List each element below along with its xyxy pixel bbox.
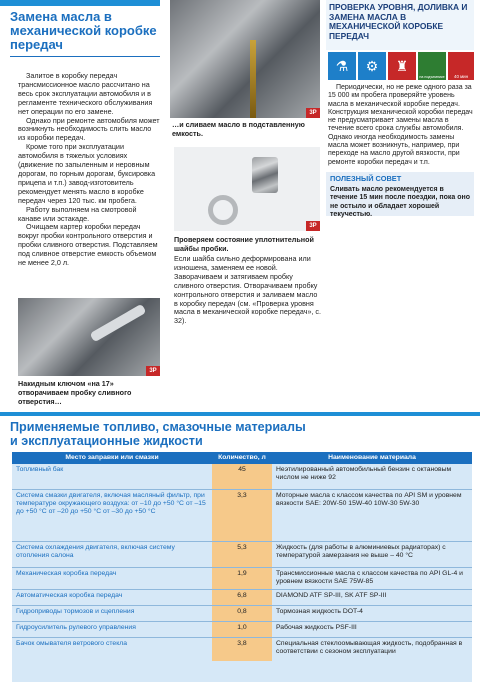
plug-bolt <box>252 157 278 193</box>
clock-icon <box>448 52 474 80</box>
header-place: Место заправки или смазки <box>65 454 159 461</box>
left-body <box>18 72 160 268</box>
cell-place: Гидроприводы тормозов и сцепления <box>12 605 212 621</box>
table-row <box>12 464 472 489</box>
lift-icon-label: на подъемнике <box>419 75 445 79</box>
table-row <box>12 605 472 621</box>
advice-title: ПОЛЕЗНЫЙ СОВЕТ <box>330 174 402 183</box>
wrench-shape <box>90 304 147 343</box>
table-row <box>12 621 472 637</box>
cell-material: Неэтилированный автомобильный бензин с октановым числом не ниже 92 <box>272 464 472 489</box>
table-row <box>12 489 472 541</box>
mid-top-caption: …и сливаем масло в подставленную емкость. <box>172 120 305 138</box>
cell-place: Автоматическая коробка передач <box>12 589 212 605</box>
drain-plug-photo <box>18 298 160 376</box>
left-paragraph: Кроме того при эксплуатации автомобиля в тяжелых условиях (движение по запыленным и неровным дорогам, по горным дорогам, буксировка прицепа и т.п.) завод-изготовитель рекомендует менять масло в коробке передач через 120 тыс. км пробега. <box>18 142 156 205</box>
car-lift-icon: ⚙ <box>358 52 386 80</box>
cell-qty: 0,8 <box>212 605 272 621</box>
lift-icon <box>418 52 446 80</box>
photo-badge: 3P <box>306 221 320 231</box>
cell-material: Жидкость (для работы в алюминиевых радиаторах) с температурой замерзания не выше – 40 °C <box>272 541 472 567</box>
cell-qty: 5,3 <box>212 541 272 567</box>
cell-qty: 1,0 <box>212 621 272 637</box>
photo-badge: 3P <box>306 108 320 118</box>
cell-place: Гидроусилитель рулевого управления <box>12 621 212 637</box>
table-row <box>12 589 472 605</box>
cell-qty: 6,8 <box>212 589 272 605</box>
top-left-bar <box>0 0 160 6</box>
left-paragraph: Однако при ремонте автомобиля может возникнуть необходимость слить масло из коробки передач. <box>18 115 160 143</box>
mid-text: Если шайба сильно деформирована или изношена, заменяем ее новой. Заворачиваем и затягиваем пробку сливного отверстия. Отворачиваем пробку контрольного отверстия и заливаем масло в коробку передач (см. «Проверка уровня масла в механической коробке передач», с. 32). <box>174 254 322 326</box>
header-qty: Количество, л <box>218 454 266 461</box>
cell-qty: 3,8 <box>212 637 272 661</box>
cell-material: Тормозная жидкость DOT-4 <box>272 605 472 621</box>
cell-material: Моторные масла с классом качества по API SM и уровнем вязкости SAE: 20W-50 15W-40 10W-30 5W-30 <box>272 489 472 541</box>
left-title-underline <box>10 56 160 57</box>
oil-stream <box>250 40 256 118</box>
cell-qty: 1,9 <box>212 567 272 589</box>
left-photo-caption: Накидным ключом «на 17» отворачиваем пробку сливного отверстия… <box>18 379 132 406</box>
left-paragraph: Работу выполняем на смотровой канаве или эстакаде. <box>18 204 137 223</box>
advice-text: Сливать масло рекомендуется в течение 15 мин после поездки, пока оно не остыло и обладает хорошей текучестью. <box>330 186 470 218</box>
advice-box <box>326 172 474 216</box>
table-top-bar <box>0 412 480 416</box>
cell-material: Специальная стеклоомывающая жидкость, подобранная в соответствии с сезоном эксплуатации <box>276 639 463 655</box>
cell-qty: 45 <box>212 464 272 489</box>
table-row <box>12 567 472 589</box>
cell-place: Механическая коробка передач <box>12 567 212 589</box>
clock-icon-label: 40 мин <box>454 74 468 79</box>
cell-qty: 3,3 <box>212 489 272 541</box>
right-icons-row <box>328 52 474 80</box>
left-section-title: Замена масла в механической коробке передач <box>10 9 157 52</box>
left-paragraph: Очищаем картер коробки передач вокруг пробки контрольного отверстия и пробки сливного отверстия. Подставляем под сливное отверстие емкость объемом не менее 2,0 л. <box>18 222 158 268</box>
header-material: Наименование материала <box>328 454 416 461</box>
left-paragraph: Залитое в коробку передач трансмиссионное масло рассчитано на весь срок эксплуатации автомобиля и в регламенте технического обслуживания нет операции по его замене. <box>18 71 153 116</box>
table-row <box>12 541 472 567</box>
cell-place: Система смазки двигателя, включая масляный фильтр, при температуре окружающего воздуха: от –10 до +50 °C от –15 до +50 °C от –20 до +50 °C от –30 до +50 °C <box>12 489 212 541</box>
level-icon: ⚗ <box>328 52 356 80</box>
table-title-2: и эксплуатационные жидкости <box>10 434 203 448</box>
cell-material: Рабочая жидкость PSF-III <box>272 621 472 637</box>
oil-drain-photo <box>170 0 320 118</box>
cell-place: Бачок омывателя ветрового стекла <box>16 639 127 647</box>
washer <box>208 195 238 225</box>
mid-caption-bold: Проверяем состояние уплотнительной шайбы пробки. <box>174 235 314 253</box>
fluids-table-wrap <box>12 452 472 682</box>
right-title-box <box>326 0 474 50</box>
cell-material: Трансмиссионные масла с классом качества по API GL-4 и уровнем вязкости SAE 75W-85 <box>272 567 472 589</box>
right-title: ПРОВЕРКА УРОВНЯ, ДОЛИВКА И ЗАМЕНА МАСЛА В МЕХАНИЧЕСКОЙ КОРОБКЕ ПЕРЕДАЧ <box>329 2 468 41</box>
fluids-table <box>12 452 472 661</box>
table-row <box>12 637 472 661</box>
photo-badge: 3P <box>146 366 160 376</box>
person-icon: ♜ <box>388 52 416 80</box>
table-title-1: Применяемые топливо, смазочные материалы <box>10 420 306 434</box>
cell-place: Система охлаждения двигателя, включая систему отопления салона <box>12 541 212 567</box>
cell-material: DIAMOND ATF SP-III, SK ATF SP-III <box>272 589 472 605</box>
plug-photo <box>174 147 320 231</box>
right-text: Периодически, но не реже одного раза за 15 000 км пробега проверяйте уровень масла в механической коробке передач. Конструкция механической коробки передач не предусматривает замены масла в течение всего срока службы автомобиля. Однако иногда необходимость замены масла может возникнуть, например, при переходе на масло другой вязкости, при ремонте коробки передач и т.п. <box>328 84 473 166</box>
cell-place: Топливный бак <box>12 464 212 489</box>
